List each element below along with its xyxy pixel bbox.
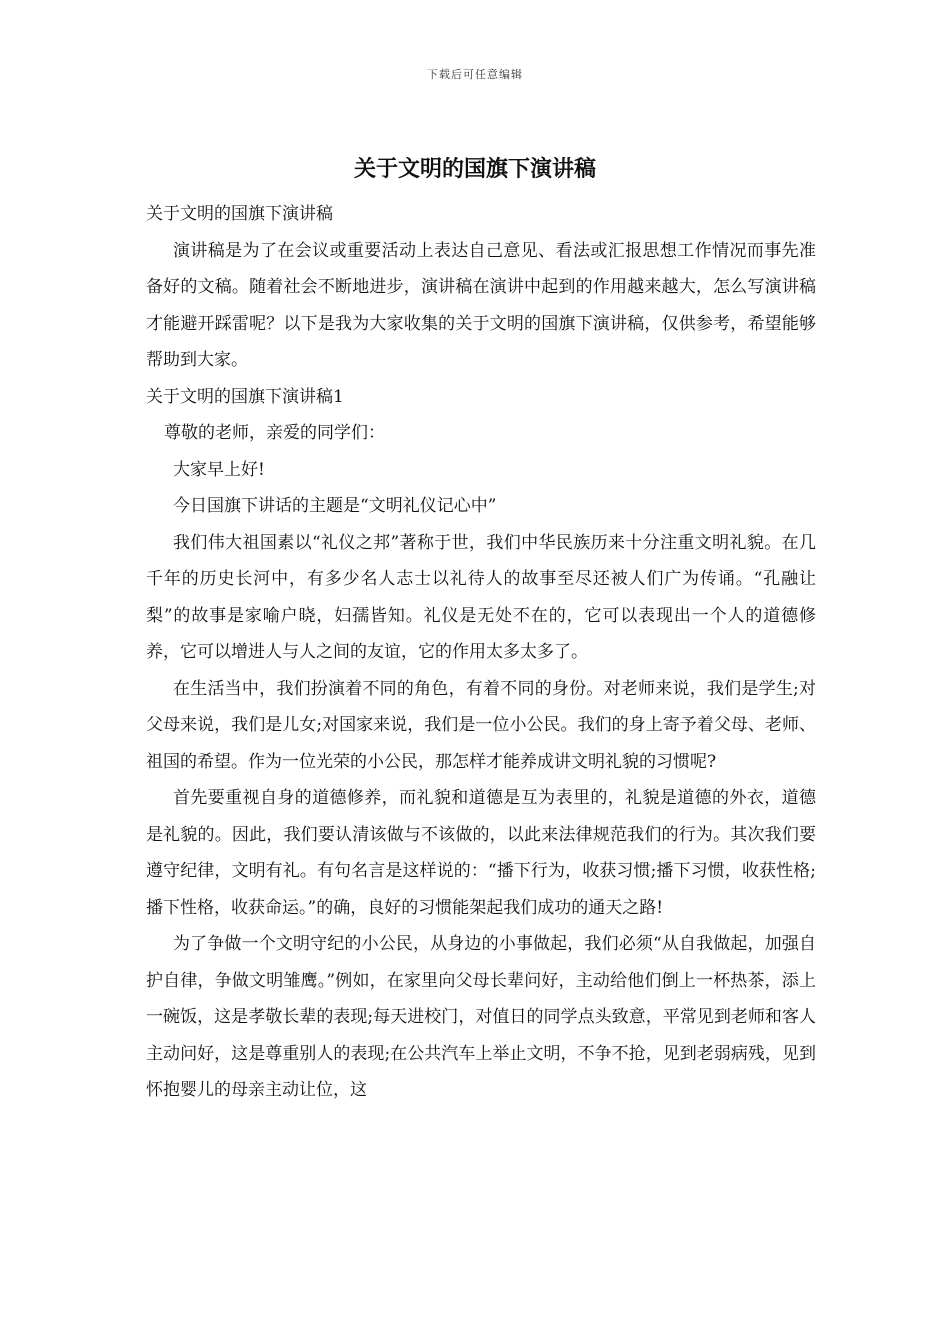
section-heading: 关于文明的国旗下演讲稿1 — [146, 386, 344, 407]
document-title: 关于文明的国旗下演讲稿 — [353, 156, 596, 182]
paragraph-etiquette: 我们伟大祖国素以“礼仪之邦”著称于世，我们中华民族历来十分注重文明礼貌。在几千年的历史长河中，有多少名人志士以礼待人的故事至尽还被人们广为传诵。“孔融让梨”的故事是家喻户晓，妇孺皆知。礼仪是无处不在的，它可以表现出一个人的道德修养，它可以增进人与人之间的友谊，它的作用太多太多了。 — [146, 532, 816, 662]
greeting: 大家早上好! — [173, 459, 265, 480]
topic-line: 今日国旗下讲话的主题是“文明礼仪记心中” — [173, 496, 497, 516]
salutation: 尊敬的老师，亲爱的同学们： — [164, 423, 385, 443]
document-subtitle: 关于文明的国旗下演讲稿 — [146, 204, 333, 224]
paragraph-intro: 演讲稿是为了在会议或重要活动上表达自己意见、看法或汇报思想工作情况而事先准备好的文稿。随着社会不断地进步，演讲稿在演讲中起到的作用越来越大，怎么写演讲稿才能避开踩雷呢？以下是我为大家收集的关于文明的国旗下演讲稿，仅供参考，希望能够帮助到大家。 — [146, 240, 816, 370]
paragraph-morality: 首先要重视自身的道德修养，而礼貌和道德是互为表里的，礼貌是道德的外衣，道德是礼貌的。因此，我们要认清该做与不该做的，以此来法律规范我们的行为。其次我们要遵守纪律，文明有礼。有句名言是这样说的：“播下行为，收获习惯;播下习惯，收获性格;播下性格，收获命运。”的确，良好的习惯能架起我们成功的通天之路! — [146, 788, 816, 918]
download-note: 下载后可任意编辑 — [427, 68, 523, 81]
paragraph-roles: 在生活当中，我们扮演着不同的角色，有着不同的身份。对老师来说，我们是学生;对父母来说，我们是儿女;对国家来说，我们是一位小公民。我们的身上寄予着父母、老师、祖国的希望。作为一位光荣的小公民，那怎样才能养成讲文明礼貌的习惯呢? — [146, 678, 816, 772]
paragraph-examples: 为了争做一个文明守纪的小公民，从身边的小事做起，我们必须“从自我做起，加强自护自律，争做文明雏鹰。”例如，在家里向父母长辈问好，主动给他们倒上一杯热茶，添上一碗饭，这是孝敬长辈的表现;每天进校门，对值日的同学点头致意，平常见到老师和客人主动问好，这是尊重别人的表现;在公共汽车上举止文明，不争不抢，见到老弱病残，见到怀抱婴儿的母亲主动让位，这 — [146, 934, 816, 1100]
document-body — [146, 196, 816, 1109]
